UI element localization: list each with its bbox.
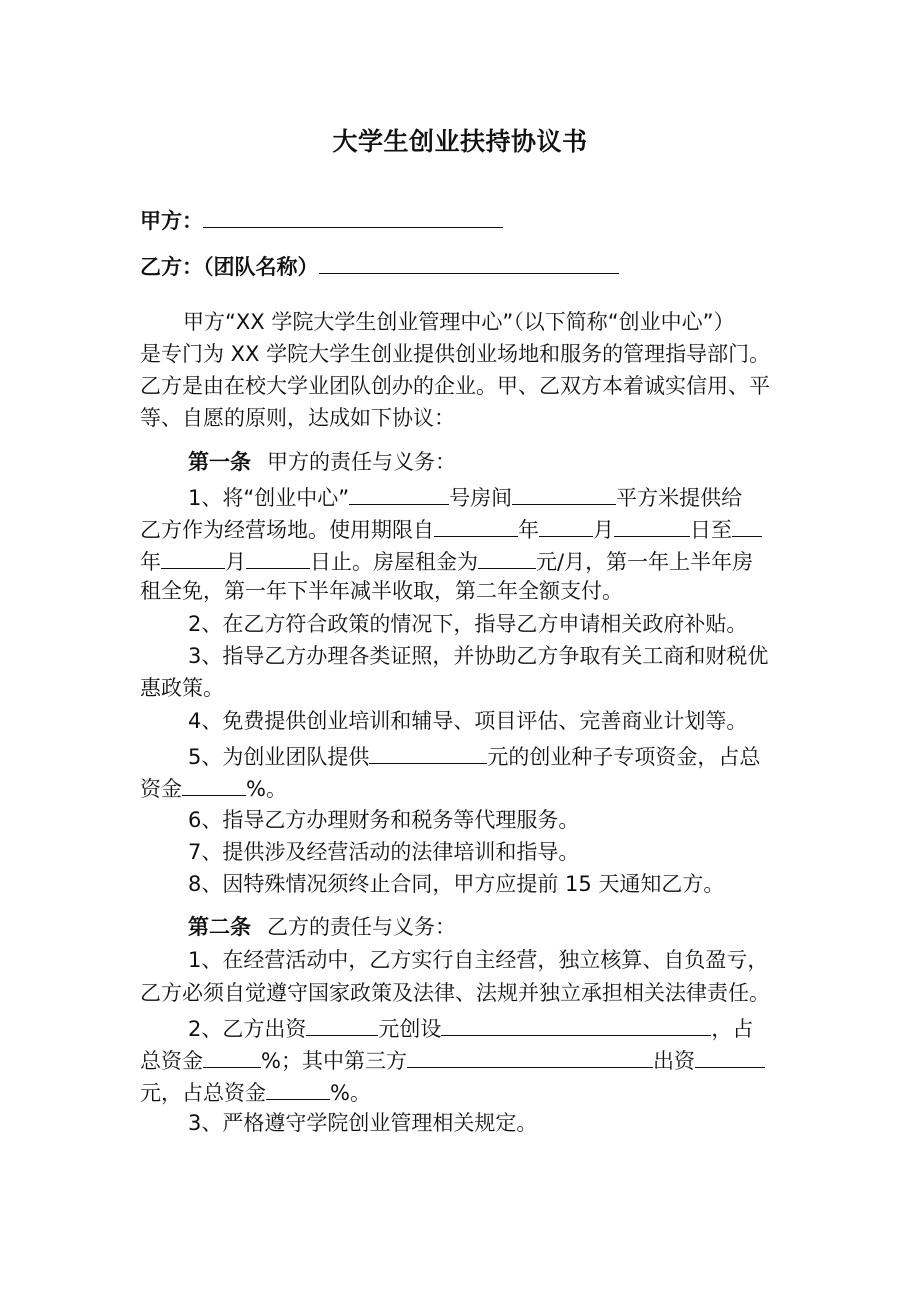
a2-item2-text-a: 2、乙方出资 — [188, 1017, 307, 1041]
party-a-label: 甲方： — [140, 209, 203, 233]
document-title: 大学生创业扶持协议书 — [332, 127, 588, 156]
article-2-heading: 第二条 — [188, 915, 251, 939]
seed-fund-blank — [369, 744, 487, 764]
a1-item5-text-d: %。 — [246, 777, 287, 801]
party-b-label: 乙方：（团队名称） — [140, 255, 319, 279]
intro-line-4: 等、自愿的原则，达成如下协议： — [140, 406, 455, 430]
a2-item2-text-c: ，占 — [711, 1017, 754, 1041]
a1-item6: 6、指导乙方办理财务和税务等代理服务。 — [188, 808, 580, 832]
seed-percent-blank — [182, 776, 246, 796]
area-blank — [512, 485, 616, 505]
a2-item2-text-f: 出资 — [652, 1049, 695, 1073]
intro-line-3: 乙方是由在校大学业团队创办的企业。甲、乙双方本着诚实信用、平 — [140, 374, 770, 398]
a1-item3-line2: 惠政策。 — [140, 676, 224, 700]
a1-item1-text-k: 元/月，第一年上半年房 — [536, 550, 754, 574]
a1-item1-text-j: 日止。房屋租金为 — [310, 550, 478, 574]
a2-item2-line3 — [140, 1080, 371, 1104]
a2-item3: 3、严格遵守学院创业管理相关规定。 — [188, 1111, 538, 1135]
third-party-percent-blank — [266, 1080, 330, 1100]
a1-item1-text-a: 1、将“创业中心” — [188, 486, 350, 510]
a2-item2-line2 — [140, 1048, 765, 1072]
a1-item1-line1 — [188, 485, 742, 509]
party-a-line — [140, 208, 503, 232]
a1-item5-line1 — [188, 744, 760, 768]
invest-percent-blank — [203, 1048, 261, 1068]
company-name-blank — [441, 1016, 711, 1036]
third-party-blank — [407, 1048, 653, 1068]
start-year-blank — [434, 517, 518, 537]
intro-line-1: 甲方“XX 学院大学生创业管理中心”（以下简称“创业中心”） — [183, 310, 735, 334]
a2-item2-text-g: 元，占总资金 — [140, 1081, 266, 1105]
a2-item2-text-h: %。 — [330, 1081, 371, 1105]
a1-item1-text-i: 月 — [225, 550, 246, 574]
a1-item1-text-g: 日至 — [690, 518, 732, 542]
a1-item1-line4: 租全免，第一年下半年减半收取，第二年全额支付。 — [140, 579, 623, 603]
a1-item3-line1: 3、指导乙方办理各类证照，并协助乙方争取有关工商和财税优 — [188, 644, 769, 668]
party-b-blank — [319, 254, 619, 274]
a2-item2-text-d: 总资金 — [140, 1049, 203, 1073]
a1-item5-text-b: 元的创业种子专项资金，占总 — [487, 745, 761, 769]
end-year-blank-a — [732, 517, 762, 537]
a1-item1-text-d: 乙方作为经营场地。使用期限自 — [140, 518, 434, 542]
end-day-blank — [246, 549, 310, 569]
article-1-subheading: 甲方的责任与义务： — [267, 450, 456, 474]
a1-item8: 8、因特殊情况须终止合同，甲方应提前 15 天通知乙方。 — [188, 872, 725, 896]
article-2-subheading: 乙方的责任与义务： — [267, 915, 456, 939]
a2-item2-text-e: %；其中第三方 — [261, 1049, 407, 1073]
invest-amount-blank — [306, 1016, 378, 1036]
rent-blank — [478, 549, 536, 569]
a1-item7: 7、提供涉及经营活动的法律培训和指导。 — [188, 840, 580, 864]
a1-item5-text-a: 5、为创业团队提供 — [188, 745, 370, 769]
a1-item1-line3 — [140, 549, 753, 573]
a1-item1-text-b: 号房间 — [449, 486, 513, 510]
room-number-blank — [349, 485, 449, 505]
a1-item5-line2 — [140, 776, 287, 800]
article-1-heading-line — [188, 452, 456, 473]
third-party-amount-blank — [695, 1048, 765, 1068]
start-month-blank — [539, 517, 593, 537]
a1-item1-text-h: 年 — [140, 550, 161, 574]
a2-item1-line1: 1、在经营活动中，乙方实行自主经营，独立核算、自负盈亏， — [188, 948, 769, 972]
start-day-blank — [614, 517, 690, 537]
end-month-pre-blank — [161, 549, 225, 569]
a1-item4: 4、免费提供创业培训和辅导、项目评估、完善商业计划等。 — [188, 709, 748, 733]
article-2-heading-line — [188, 917, 456, 938]
a1-item2: 2、在乙方符合政策的情况下，指导乙方申请相关政府补贴。 — [188, 612, 748, 636]
a1-item1-text-f: 月 — [593, 518, 614, 542]
a2-item1-line2: 乙方必须自觉遵守国家政策及法律、法规并独立承担相关法律责任。 — [140, 981, 770, 1005]
a1-item1-text-c: 平方米提供给 — [616, 486, 743, 510]
a2-item2-line1 — [188, 1016, 753, 1040]
a1-item5-text-c: 资金 — [140, 777, 182, 801]
a2-item2-text-b: 元创设 — [378, 1017, 442, 1041]
intro-line-2: 是专门为 XX 学院大学生创业提供创业场地和服务的管理指导部门。 — [140, 342, 771, 366]
a1-item1-text-e: 年 — [518, 518, 539, 542]
a1-item1-line2 — [140, 517, 762, 541]
party-b-line — [140, 254, 619, 278]
article-1-heading: 第一条 — [188, 450, 251, 474]
party-a-blank — [203, 208, 503, 228]
